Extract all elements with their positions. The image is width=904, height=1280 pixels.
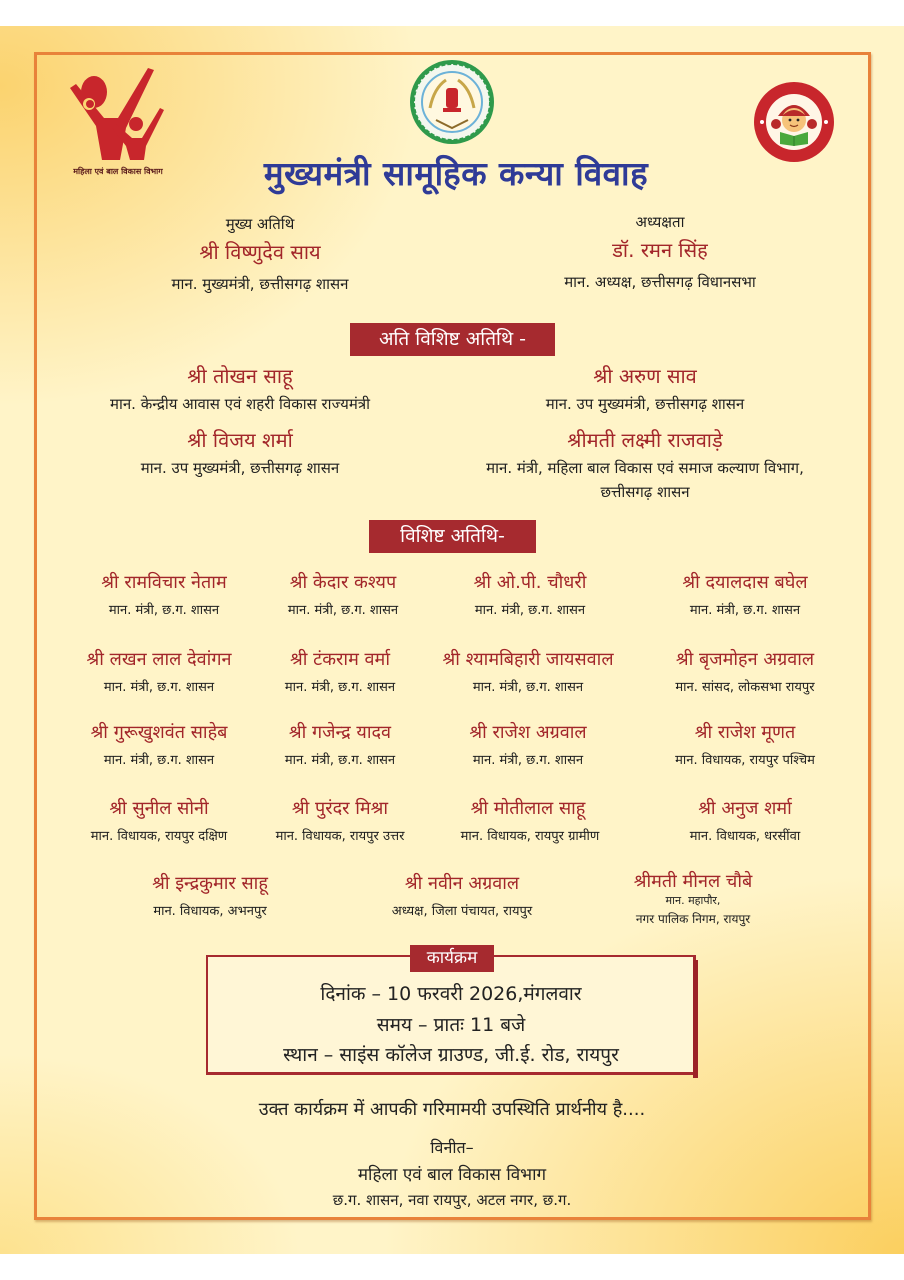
sg-designation: मान. विधायक, रायपुर पश्चिम — [675, 753, 815, 768]
vsg-name: श्री अरुण साव — [593, 364, 697, 388]
sg-name: श्री सुनील सोनी — [109, 798, 209, 819]
sg-designation: मान. विधायक, रायपुर ग्रामीण — [460, 829, 600, 844]
sg-designation: मान. मंत्री, छ.ग. शासन — [284, 680, 396, 695]
chief-guest-designation: मान. मुख्यमंत्री, छत्तीसगढ़ शासन — [171, 275, 349, 293]
wcd-logo-caption: महिला एवं बाल विकास विभाग — [73, 167, 163, 176]
girl-reading-icon — [750, 80, 838, 164]
programme-venue: स्थान – साइंस कॉलेज ग्राउण्ड, जी.ई. रोड, रायपुर — [283, 1044, 619, 1066]
sg-designation: मान. मंत्री, छ.ग. शासन — [284, 753, 396, 768]
vsg-designation-line2: छत्तीसगढ़ शासन — [600, 483, 690, 501]
sg-name: श्री दयालदास बघेल — [682, 572, 808, 593]
sg-name: श्री गजेन्द्र यादव — [288, 722, 392, 743]
special-guests-heading: विशिष्ट अतिथि- — [369, 520, 536, 553]
sg-designation: मान. मंत्री, छ.ग. शासन — [474, 603, 586, 618]
sg-designation: मान. सांसद, लोकसभा रायपुर — [675, 680, 815, 695]
vsg-name: श्रीमती लक्ष्मी राजवाड़े — [567, 428, 723, 452]
presiding-name: डॉ. रमन सिंह — [612, 238, 708, 262]
programme-heading: कार्यक्रम — [410, 945, 494, 972]
vsg-designation: मान. मंत्री, महिला बाल विकास एवं समाज कल्याण विभाग, — [486, 459, 804, 477]
presiding-label: अध्यक्षता — [635, 213, 685, 231]
sg-designation: मान. विधायक, अभनपुर — [153, 904, 267, 919]
sg-name: श्री ओ.पी. चौधरी — [473, 572, 587, 593]
attendance-request: उक्त कार्यक्रम में आपकी गरिमामयी उपस्थिति प्रार्थनीय है.... — [258, 1099, 646, 1120]
sg-designation: मान. मंत्री, छ.ग. शासन — [689, 603, 801, 618]
sg-name: श्री अनुज शर्मा — [698, 798, 792, 819]
sg-designation: मान. विधायक, रायपुर दक्षिण — [90, 829, 228, 844]
sender-address: छ.ग. शासन, नवा रायपुर, अटल नगर, छ.ग. — [332, 1191, 572, 1209]
sg-name: श्री श्यामबिहारी जायसवाल — [442, 649, 614, 670]
sg-name: श्री बृजमोहन अग्रवाल — [675, 649, 815, 670]
vsg-name: श्री विजय शर्मा — [187, 428, 293, 452]
vsg-designation: मान. उप मुख्यमंत्री, छत्तीसगढ़ शासन — [545, 395, 745, 413]
beti-bachao-logo — [750, 80, 838, 164]
sg-name: श्री केदार कश्यप — [289, 572, 397, 593]
vsg-designation: मान. केन्द्रीय आवास एवं शहरी विकास राज्यमंत्री — [110, 395, 370, 413]
sg-designation: मान. मंत्री, छ.ग. शासन — [472, 753, 584, 768]
sg-name: श्री राजेश मूणत — [694, 722, 796, 743]
sg-name: श्री टंकराम वर्मा — [290, 649, 390, 670]
sg-designation: मान. विधायक, रायपुर उत्तर — [275, 829, 405, 844]
presiding-designation: मान. अध्यक्ष, छत्तीसगढ़ विधानसभा — [564, 273, 756, 291]
vsg-name: श्री तोखन साहू — [187, 364, 293, 388]
sg-designation: मान. मंत्री, छ.ग. शासन — [472, 680, 584, 695]
sg-name: श्री मोतीलाल साहू — [470, 798, 586, 819]
programme-date: दिनांक – 10 फरवरी 2026,मंगलवार — [320, 983, 582, 1005]
sg-designation: मान. मंत्री, छ.ग. शासन — [108, 603, 220, 618]
sg-designation: मान. मंत्री, छ.ग. शासन — [103, 680, 215, 695]
sg-name: श्री इन्द्रकुमार साहू — [152, 873, 268, 894]
sg-designation: मान. मंत्री, छ.ग. शासन — [103, 753, 215, 768]
sg-name: श्री राजेश अग्रवाल — [469, 722, 587, 743]
sg-name: श्री लखन लाल देवांगन — [86, 649, 232, 670]
sender-department: महिला एवं बाल विकास विभाग — [357, 1165, 547, 1185]
sg-name: श्री पुरंदर मिश्रा — [291, 798, 389, 819]
chief-guest-label: मुख्य अतिथि — [225, 215, 295, 233]
programme-time: समय – प्रातः 11 बजे — [376, 1014, 526, 1036]
sg-name: श्री गुरूखुशवंत साहेब — [90, 722, 228, 743]
wcd-family-icon — [56, 64, 180, 164]
sg-designation: मान. विधायक, धरसींवा — [689, 829, 801, 844]
sg-name: श्रीमती मीनल चौबे — [633, 871, 753, 892]
regards-label: विनीत– — [430, 1138, 474, 1157]
sg-name: श्री रामविचार नेताम — [101, 572, 227, 593]
chief-guest-name: श्री विष्णुदेव साय — [199, 240, 321, 264]
sg-designation: अध्यक्ष, जिला पंचायत, रायपुर — [391, 904, 533, 919]
chhattisgarh-emblem — [408, 58, 496, 146]
vsg-designation: मान. उप मुख्यमंत्री, छत्तीसगढ़ शासन — [140, 459, 340, 477]
sg-name: श्री नवीन अग्रवाल — [404, 873, 520, 894]
very-special-guests-heading: अति विशिष्ट अतिथि - — [350, 323, 555, 356]
invitation-title: मुख्यमंत्री सामूहिक कन्या विवाह — [263, 154, 649, 193]
sg-designation: मान. मंत्री, छ.ग. शासन — [287, 603, 399, 618]
wcd-department-logo — [56, 64, 180, 179]
sg-designation-line2: नगर पालिक निगम, रायपुर — [635, 912, 751, 926]
state-emblem-icon — [408, 58, 496, 146]
sg-designation: मान. महापौर, — [665, 894, 721, 907]
